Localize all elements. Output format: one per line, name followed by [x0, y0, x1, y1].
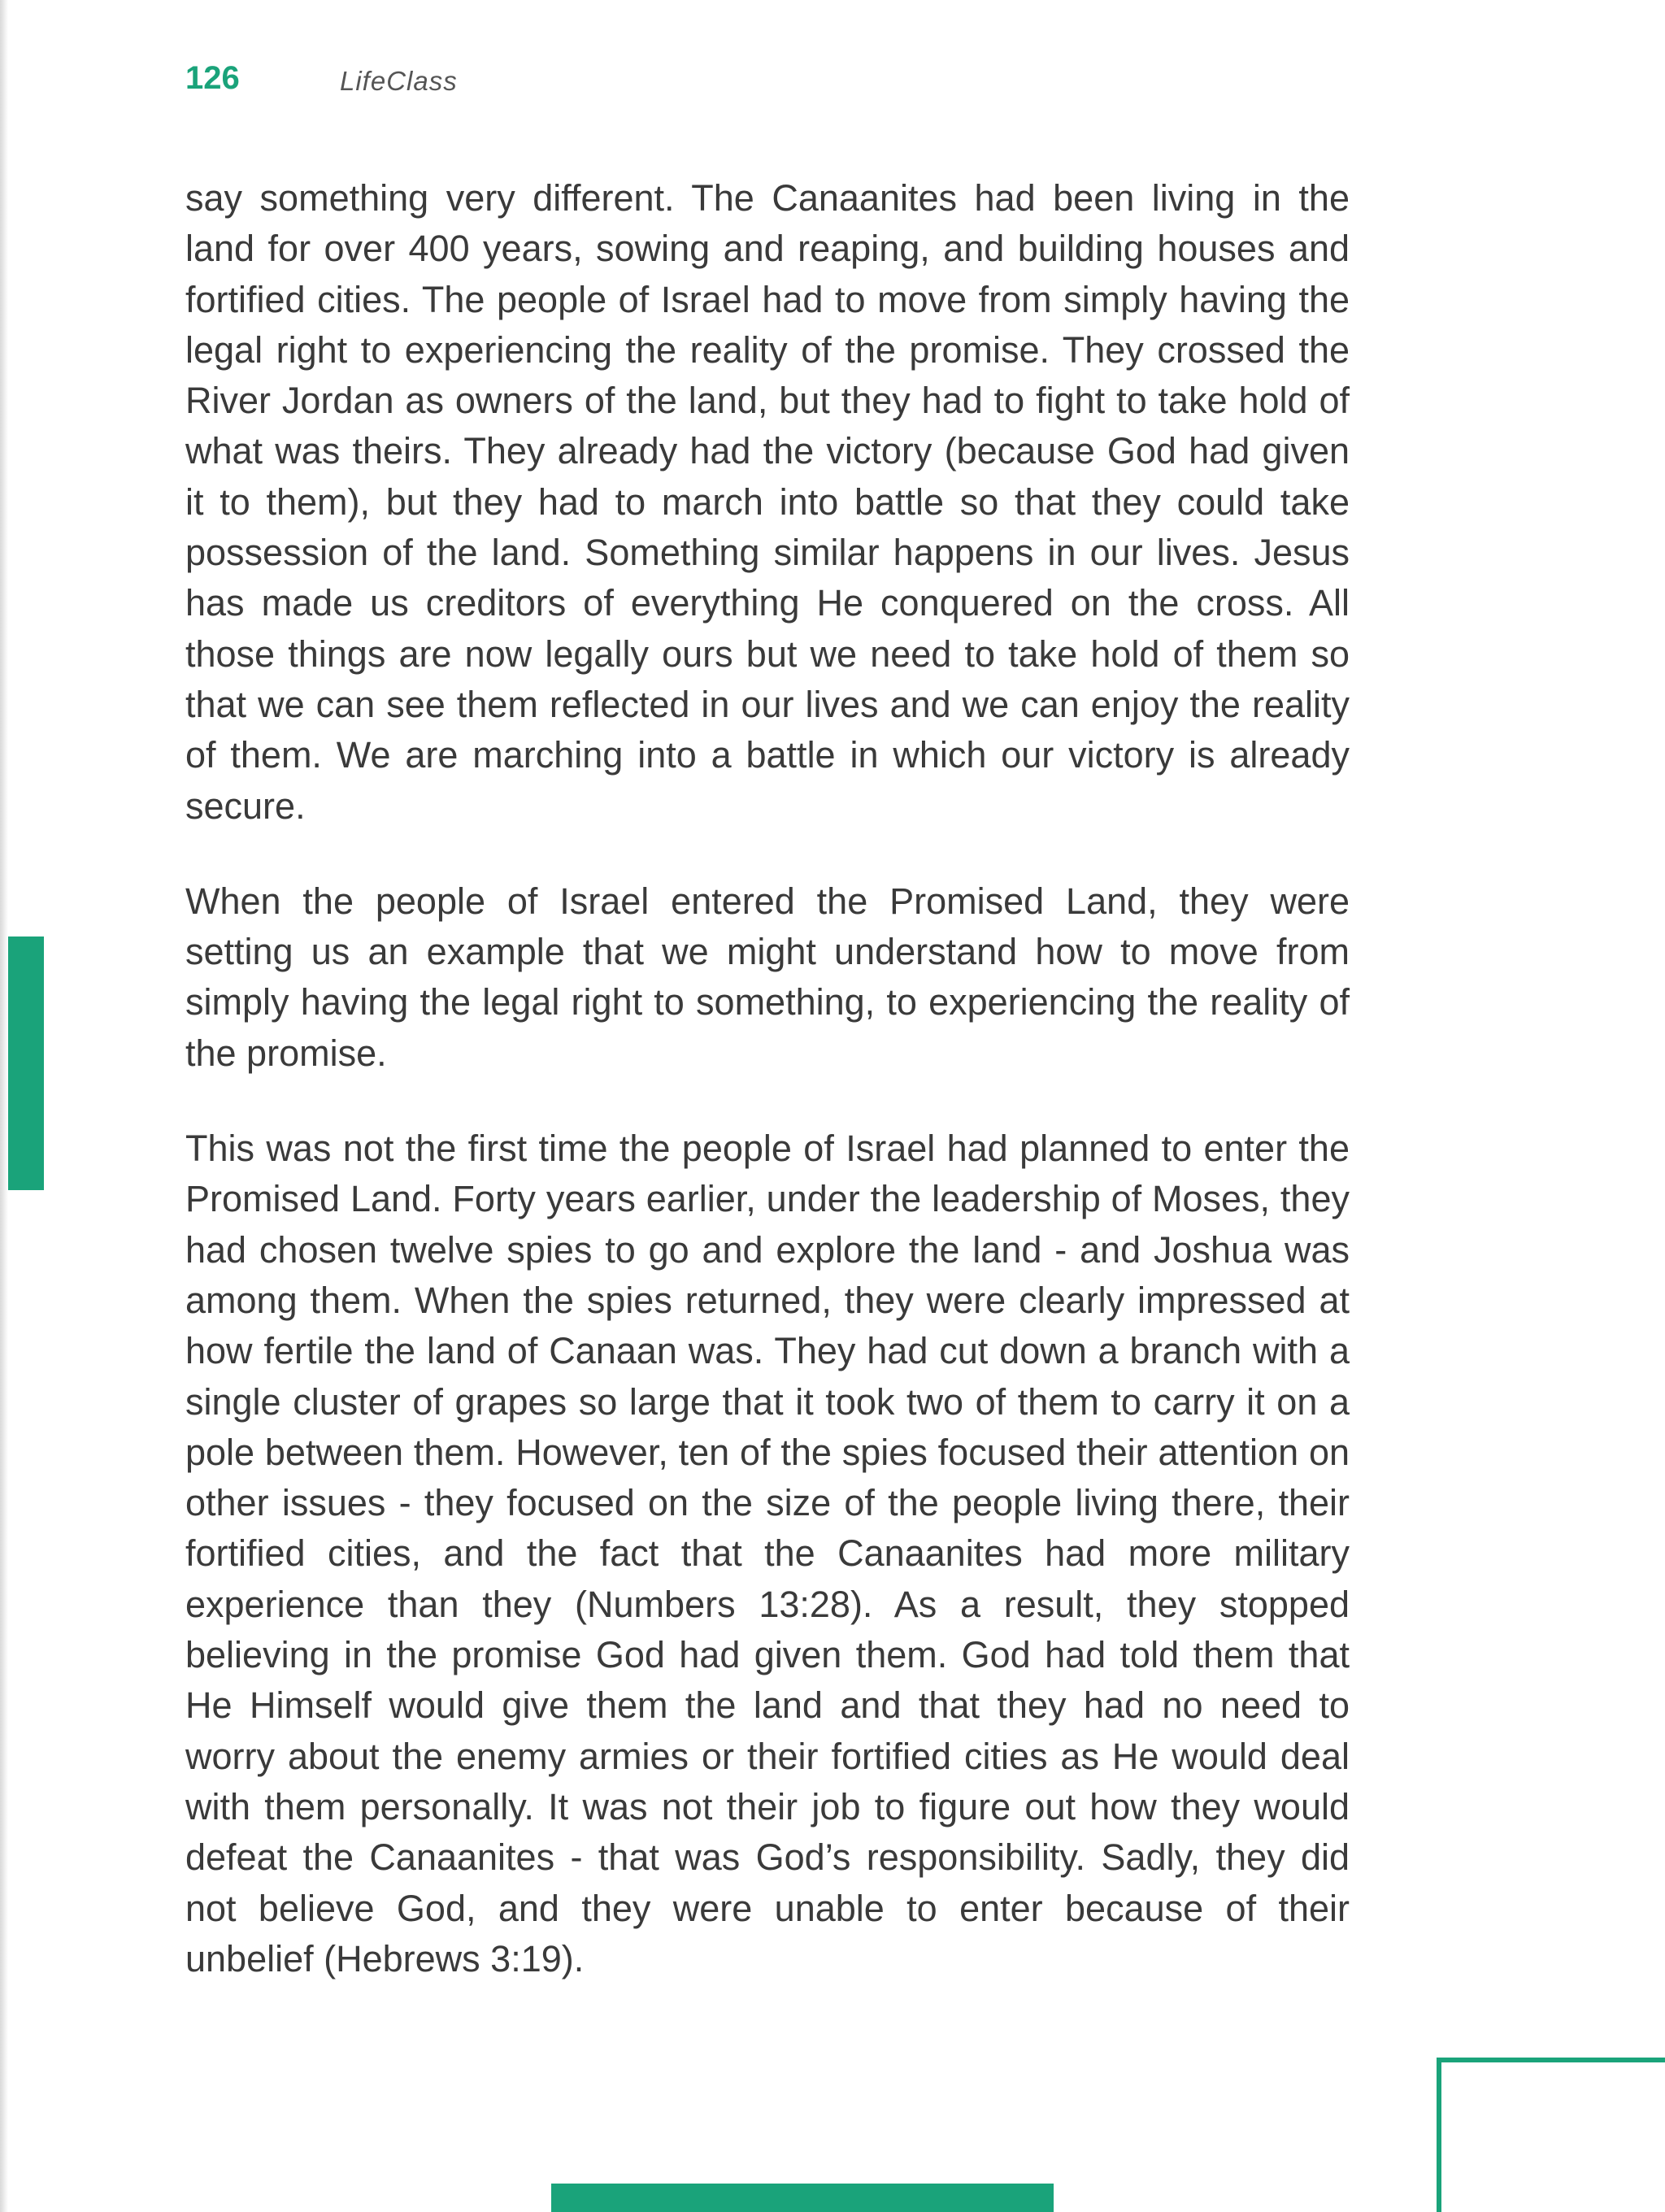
paragraph-3: This was not the first time the people of Israel had planned to enter the Promised Land. Forty years earlier, under the leadership of Moses, they had chosen twelve spies to go and explore the land - and Joshua was among them. When the spies returned, they were clearly impressed at how fertile the land of Canaan was. They had cut down a branch with a single cluster of grapes so large that it took two of them to carry it on a pole between them. However, ten of the spies focused their attention on other issues - they focused on the size of the people living there, their fortified cities, and the fact that the Canaanites had more military experience than they (Numbers 13:28). As a result, they stopped believing in the promise God had given them. God had told them that He Himself would give them the land and that they had no need to worry about the enemy armies or their fortified cities as He would deal with them personally. It was not their job to figure out how they would defeat the Canaanites - that was God’s responsibility. Sadly, they did not believe God, and they were unable to enter because of their unbelief (Hebrews 3:19).	[185, 1128, 1350, 1980]
paragraph-1: say something very different. The Canaanites had been living in the land for over 400 years, sowing and reaping, and building houses and fortified cities. The people of Israel had to move from simply having the legal right to experiencing the reality of the promise. They crossed the River Jordan as owners of the land, but they had to fight to take hold of what was theirs. They already had the victory (because God had given it to them), but they had to march into battle so that they could take possession of the land. Something similar happens in our lives. Jesus has made us creditors of everything He conquered on the cross. All those things are now legally ours but we need to take hold of them so that we can see them reflected in our lives and we can enjoy the reality of them. We are marching into a battle in which our victory is already secure.	[185, 177, 1350, 827]
body-text	[185, 173, 1350, 1984]
running-title: LifeClass	[340, 66, 458, 96]
page-number: 126	[185, 60, 240, 96]
paragraph-2: When the people of Israel entered the Promised Land, they were setting us an example that we might understand how to move from simply having the legal right to something, to experiencing the reality of the promise.	[185, 880, 1350, 1074]
chapter-side-tab	[8, 937, 44, 1190]
page-edge-shadow	[0, 0, 8, 2212]
corner-frame	[1437, 2058, 1665, 2212]
footer-accent-bar	[551, 2184, 1054, 2212]
